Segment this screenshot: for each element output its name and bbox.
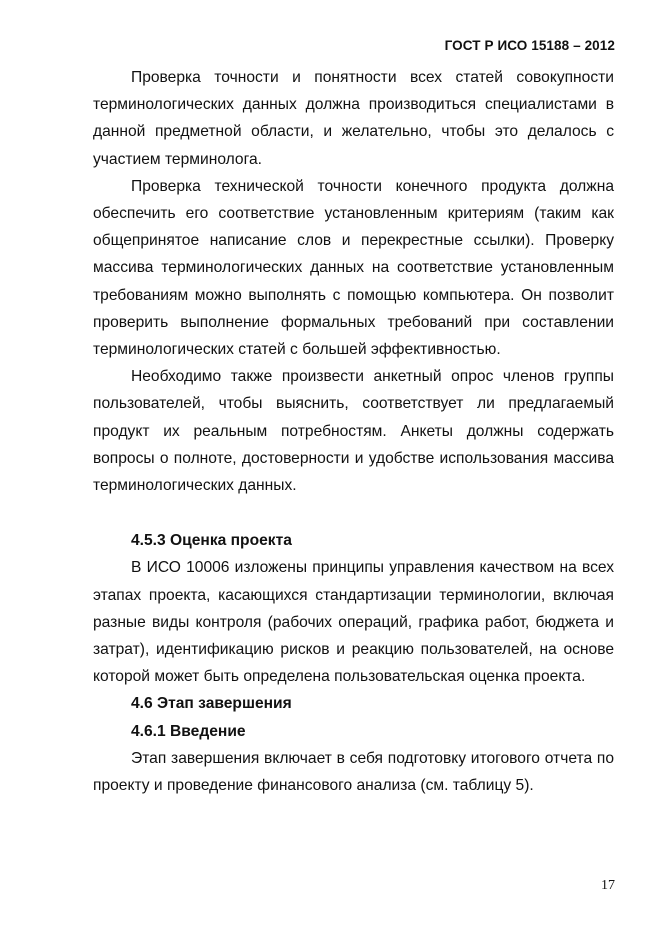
paragraph-expert-review: Проверка точности и понятности всех статей совокупности терминологических данных должна производиться специалистами в данной предметной области, и желательно, чтобы это делалось с участием терминолога. [93, 69, 614, 168]
section-heading-4-6: 4.6 Этап завершения [131, 695, 292, 713]
paragraph-user-survey: Необходимо также произвести анкетный опрос членов группы пользователей, чтобы выяснить, соответствует ли предлагаемый продукт их реальным потребностям. Анкеты должны содержать вопросы о полноте, достоверности и удобстве использования массива терминологических данных. [93, 368, 614, 495]
paragraph-completion-stage: Этап завершения включает в себя подготовку итогового отчета по проекту и проведение финансового анализа (см. таблицу 5). [93, 749, 614, 795]
page-number: 17 [601, 878, 615, 893]
section-heading-4-5-3: 4.5.3 Оценка проекта [131, 532, 292, 550]
document-header: ГОСТ Р ИСО 15188 – 2012 [444, 38, 615, 53]
paragraph-technical-check: Проверка технической точности конечного продукта должна обеспечить его соответствие установленным критериям (таким как общепринятое написание слов и перекрестные ссылки). Проверку массива терминологических данных на соответствие установленным требованиям можно выполнять с помощью компьютера. Он позволит проверить выполнение формальных требований при составлении терминологических статей с большей эффективностью. [93, 177, 614, 359]
page-body [93, 64, 614, 799]
paragraph-project-evaluation: В ИСО 10006 изложены принципы управления качеством на всех этапах проекта, касающихся стандартизации терминологии, включая разные виды контроля (рабочих операций, графика работ, бюджета и затрат), идентификацию рисков и реакцию пользователей, на основе которой может быть определена пользовательская оценка проекта. [93, 559, 614, 686]
section-heading-4-6-1: 4.6.1 Введение [131, 722, 246, 740]
